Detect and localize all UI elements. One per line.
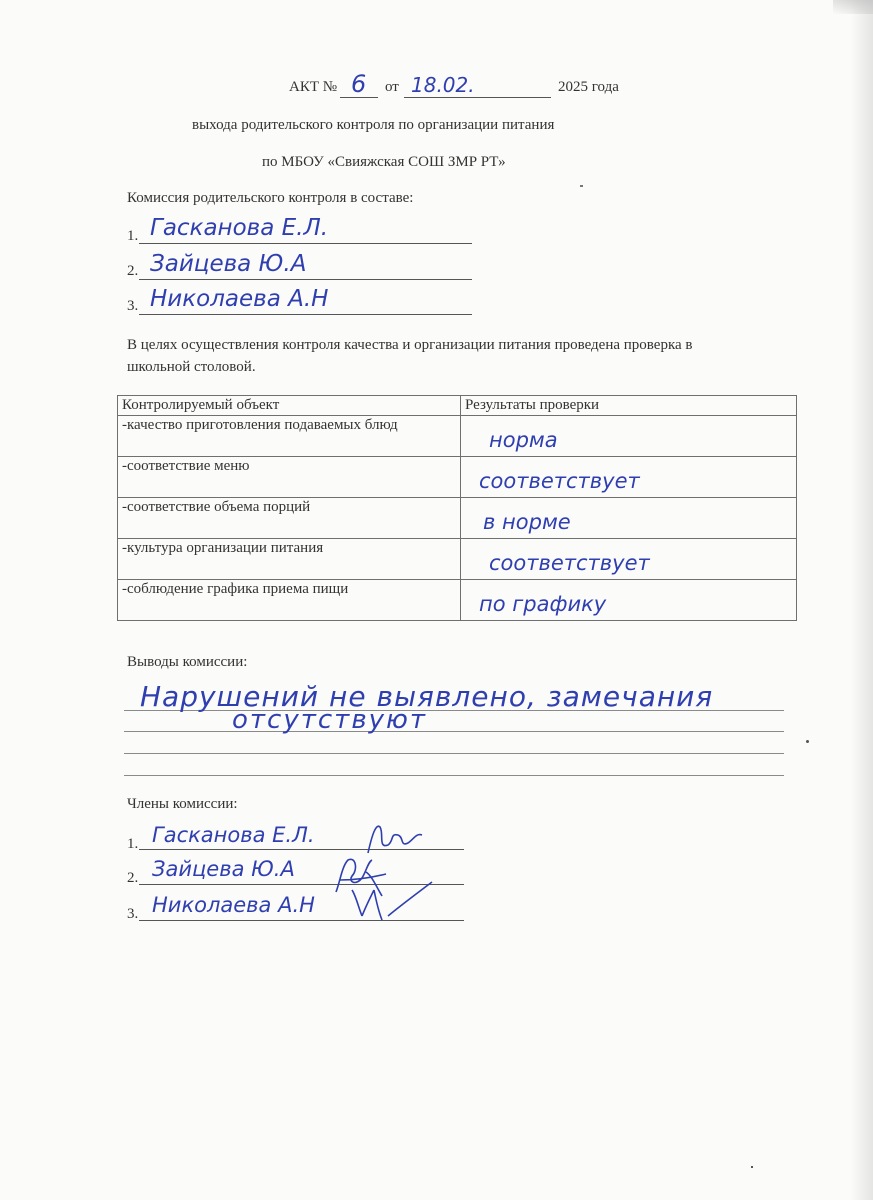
table-cell-object: -соблюдение графика приема пищи [118,580,461,621]
purpose-line-1: В целях осуществления контроля качества и организации питания проведена проверка в [127,337,693,353]
scan-corner-shadow [833,0,873,14]
table-cell-result [461,498,797,539]
signature-member-3-name: Николаева А.Н [152,893,315,917]
conclusions-line-3 [124,753,784,754]
table-header-row [118,396,797,416]
signature-member-1-num: 1. [127,836,139,852]
table-row [118,539,797,580]
conclusions-line-4 [124,775,784,776]
table-cell-result [461,580,797,621]
commission-member-3-num: 3. [127,298,139,314]
subtitle-1: выхода родительского контроля по организации питания [192,117,555,133]
table-row [118,416,797,457]
commission-member-2-name: Зайцева Ю.А [150,251,307,277]
signature-member-2-num: 2. [127,870,139,886]
result-handwriting: норма [489,428,558,452]
scan-speck [751,1166,753,1168]
table-header-result: Результаты проверки [461,396,797,416]
conclusions-label: Выводы комиссии: [127,654,248,670]
table-cell-result [461,539,797,580]
result-handwriting: по графику [479,592,607,616]
result-handwriting: соответствует [489,551,650,575]
commission-member-3-name: Николаева А.Н [150,286,329,312]
commission-intro: Комиссия родительского контроля в составе: [127,190,414,206]
conclusions-line-2 [124,731,784,732]
act-label: АКТ № [289,79,338,95]
table-cell-object: -культура организации питания [118,539,461,580]
signature-member-2-name: Зайцева Ю.А [152,857,295,881]
signature-member-1-name: Гасканова Е.Л. [152,823,315,847]
table-cell-object: -качество приготовления подаваемых блюд [118,416,461,457]
signature-member-3-num: 3. [127,906,139,922]
members-label: Члены комиссии: [127,796,238,812]
table-row [118,580,797,621]
table-row [118,498,797,539]
scan-edge-shadow [851,0,873,1200]
commission-member-3-line [139,314,472,315]
table-row [118,457,797,498]
commission-member-1-name: Гасканова Е.Л. [150,215,329,241]
scan-speck [580,185,583,187]
commission-member-2-num: 2. [127,263,139,279]
inspection-table [117,395,797,621]
table-cell-object: -соответствие объема порций [118,498,461,539]
conclusions-text-1: Нарушений не выявлено, замечания [140,680,714,713]
act-date: 18.02. [411,73,475,97]
result-handwriting: соответствует [479,469,640,493]
subtitle-2: по МБОУ «Свияжская СОШ ЗМР РТ» [262,154,506,170]
conclusions-text-2: отсутствуют [232,705,428,735]
purpose-line-2: школьной столовой. [127,359,256,375]
date-line [404,97,551,98]
table-cell-result [461,457,797,498]
table-cell-result [461,416,797,457]
commission-member-2-line [139,279,472,280]
commission-member-1-num: 1. [127,228,139,244]
scan-speck [806,740,809,743]
table-cell-object: -соответствие меню [118,457,461,498]
commission-member-1-line [139,243,472,244]
result-handwriting: в норме [483,510,571,534]
table-header-object: Контролируемый объект [118,396,461,416]
act-number: 6 [351,70,367,98]
signature-mark-3 [340,876,440,926]
from-label: от [385,79,399,95]
act-year: 2025 года [558,79,619,95]
